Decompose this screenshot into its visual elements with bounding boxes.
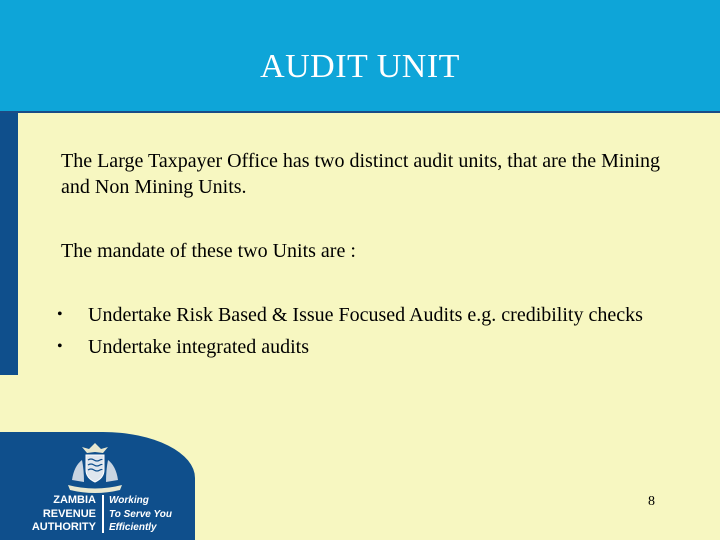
bullet-list	[57, 302, 678, 366]
page-number: 8	[648, 494, 655, 509]
bullet-text: Undertake integrated audits	[88, 336, 310, 358]
slogan-line-2: To Serve You	[109, 508, 172, 520]
bullet-icon: •	[57, 338, 63, 355]
title-bar	[0, 0, 720, 113]
logo-divider	[102, 495, 104, 533]
org-line-revenue: REVENUE	[42, 507, 96, 520]
bullet-icon: •	[57, 306, 63, 323]
slogan-line-3: Efficiently	[109, 522, 157, 533]
zra-org-name	[18, 494, 96, 535]
zra-slogan	[109, 494, 172, 535]
slide-title: AUDIT UNIT	[260, 48, 460, 85]
bullet-item	[57, 334, 678, 360]
left-accent-bar	[0, 113, 18, 375]
slogan-line-1: Working	[109, 495, 149, 506]
coat-of-arms-icon	[62, 440, 128, 496]
intro-paragraph: The Large Taxpayer Office has two distinct audit units, that are the Mining and Non Mining Units.	[61, 150, 660, 198]
mandate-paragraph: The mandate of these two Units are :	[61, 240, 356, 262]
org-line-authority: AUTHORITY	[31, 521, 96, 533]
org-line-zambia: ZAMBIA	[53, 494, 96, 506]
bullet-text: Undertake Risk Based & Issue Focused Audits e.g. credibility checks	[88, 304, 643, 326]
bullet-item	[57, 302, 678, 328]
